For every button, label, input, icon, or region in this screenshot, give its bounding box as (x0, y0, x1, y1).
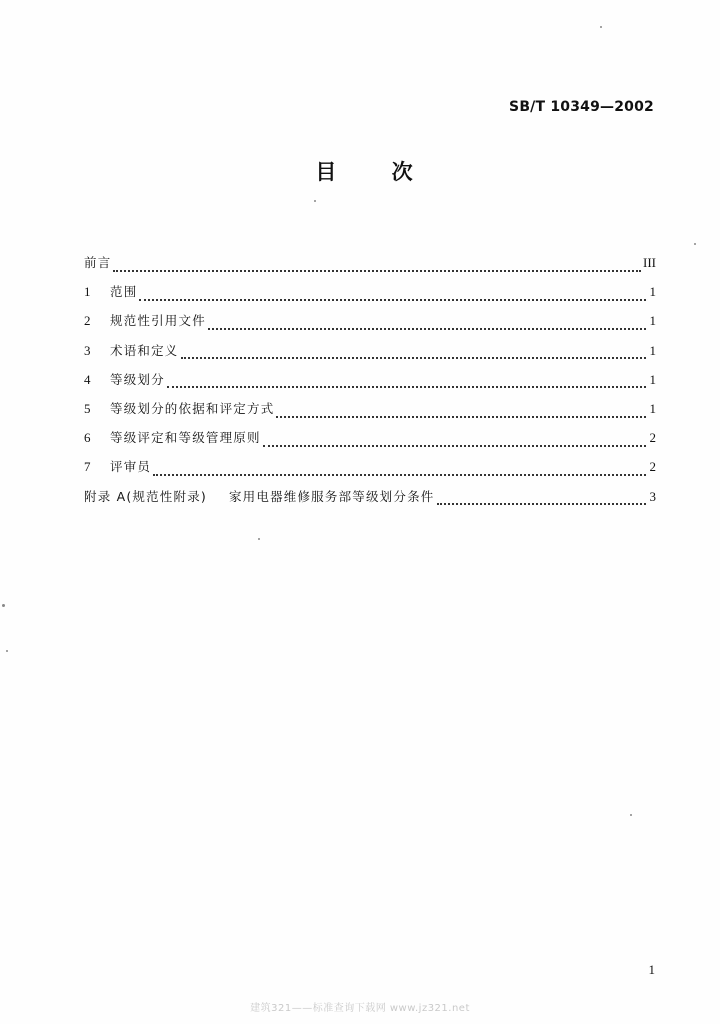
toc-leader-dots (113, 270, 641, 272)
toc-entry-label: 附录 A(规范性附录) (84, 488, 207, 504)
toc-leader-dots (208, 328, 646, 330)
toc-entry-number: 4 (84, 371, 91, 387)
toc-entry-label: 范围 (110, 284, 138, 300)
toc-entry-label: 等级划分的依据和评定方式 (110, 400, 275, 416)
toc-leader-dots (153, 474, 646, 476)
toc-entry-label: 术语和定义 (110, 342, 179, 358)
toc-leader-dots (276, 416, 646, 418)
toc-leader-dots (263, 445, 646, 447)
scan-speck (600, 26, 602, 28)
toc-entry-page: 2 (649, 459, 656, 475)
toc-entry-label: 规范性引用文件 (110, 313, 206, 329)
toc-entry-number: 5 (84, 400, 91, 416)
scan-speck (630, 814, 632, 816)
toc-entry-page: 1 (649, 400, 656, 416)
toc-entry-label: 前言 (84, 255, 112, 270)
toc-entry-page: 1 (649, 284, 656, 300)
toc-entry-assessors[interactable] (84, 457, 656, 486)
toc-entry-page: 3 (649, 488, 656, 504)
watermark: 建筑321——标准查询下载网 www.jz321.net (250, 1003, 470, 1014)
toc-entry-page: 2 (649, 430, 656, 446)
toc-entry-label: 等级评定和等级管理原则 (110, 430, 261, 446)
toc-entry-page: III (643, 255, 656, 270)
table-of-contents (84, 253, 656, 516)
toc-entry-number: 3 (84, 342, 91, 358)
page-number: 1 (648, 962, 655, 977)
toc-entry-label: 评审员 (110, 459, 152, 475)
toc-entry-grade-classification[interactable] (84, 370, 656, 399)
toc-entry-normative-references[interactable] (84, 311, 656, 340)
toc-entry-number: 1 (84, 284, 91, 300)
scan-speck (314, 200, 316, 202)
toc-entry-classification-basis[interactable] (84, 399, 656, 428)
toc-entry-grade-management[interactable] (84, 428, 656, 457)
toc-entry-page: 1 (649, 371, 656, 387)
toc-entry-annex-a[interactable] (84, 487, 656, 516)
scan-speck (694, 243, 696, 245)
toc-title: 目 次 (315, 160, 415, 184)
toc-leader-dots (437, 503, 647, 505)
scan-speck (258, 538, 260, 540)
toc-entry-label: 等级划分 (110, 371, 165, 387)
scan-speck (6, 650, 8, 652)
toc-entry-scope[interactable] (84, 282, 656, 311)
toc-entry-page: 1 (649, 313, 656, 329)
toc-leader-dots (167, 386, 646, 388)
toc-leader-dots (139, 299, 646, 301)
toc-entry-number: 7 (84, 459, 91, 475)
toc-entry-number: 2 (84, 313, 91, 329)
toc-entry-terms-definitions[interactable] (84, 341, 656, 370)
toc-entry-sublabel: 家用电器维修服务部等级划分条件 (228, 488, 435, 504)
toc-entry-page: 1 (649, 342, 656, 358)
scan-speck (2, 604, 5, 607)
toc-leader-dots (181, 357, 646, 359)
document-code: SB/T 10349—2002 (509, 99, 654, 115)
toc-entry-number: 6 (84, 430, 91, 446)
toc-entry-foreword[interactable] (84, 253, 656, 282)
